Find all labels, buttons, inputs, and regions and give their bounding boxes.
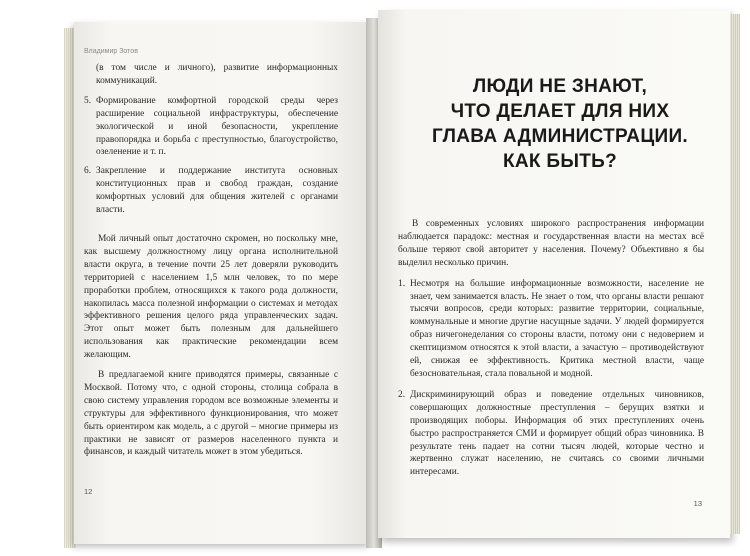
right-page: [378, 10, 730, 538]
title-line: ЧТО ДЕЛАЕТ ДЛЯ НИХ: [450, 101, 670, 122]
list-number: 2.: [398, 389, 406, 400]
continuation-text: (в том числе и личного), развитие информационных коммуникаций.: [96, 63, 338, 86]
title-line: ГЛАВА АДМИНИСТРАЦИИ.: [432, 126, 688, 147]
paragraph: Мой личный опыт достаточно скромен, но поскольку мне, как высшему должностному лицу органа исполнительной власти округа, в течение почти 25 лет доверяли руководить территорией с населением 1,5 млн человек, то по мере проработки проблем, относящихся к такого рода должности, накопилась масса полезной информации о системах и методах эффективного решения целого ряда управленческих задач. Этот опыт может быть полезным для дальнейшего использования как практические рекомендации всем желающим.: [84, 233, 338, 361]
paragraph: В предлагаемой книге приводятся примеры, связанные с Москвой. Потому что, с одной стороны, столица собрала в свою систему управления городом все возможные элементы и структуры для эффективного функционирования, что может быть ориентиром как модель, а с другой – многие примеры из практики не зависят от размеров населенного пункта и финансов, и каждый читатель может в этом убедиться.: [84, 370, 338, 458]
title-line: КАК БЫТЬ?: [502, 151, 618, 172]
list-text: Несмотря на большие информационные возможности, население не знает, чем занимается власть. Не знает о том, что органы власти решают тысячи вопросов, среди которых: развитие территории, социальные, коммунальные и многие другие насущные задачи. У людей формируется образ ничегонеделания со стороны власти, потому они с недоверием и скептицизмом относятся к этой власти, а зачастую – противодействуют ей, снижая ее эффективность. Критика местной власти, чаще безосновательная, стала повальной и модной.: [410, 278, 704, 379]
list-text: Формирование комфортной городской среды через расширение социальной инфраструктуры, обеспечение экологической и иной безопасности, укрепление правопорядка и борьба с преступностью, благоустройство, озеленение и т. п.: [96, 95, 338, 158]
page-number: 12: [84, 487, 93, 496]
list-text: Закрепление и поддержание института основных конституционных прав и свобод граждан, создание комфортных условий для общения жителей с органами власти.: [96, 166, 338, 216]
list-text: Дискриминирующий образ и поведение отдельных чиновников, совершающих должностные преступления – берущих взятки и производящих поборы. Информация об этих преступлениях очень быстро распространяется СМИ и формирует общий образ чиновника. В результате тень падает на сотни тысяч людей, которые честно и жертвенно служат населению, не считаясь со своими личными интересами.: [410, 389, 704, 478]
title-line: ЛЮДИ НЕ ЗНАЮТ,: [472, 76, 648, 97]
list-number: 6.: [84, 166, 92, 177]
list-item: [398, 278, 704, 381]
list-item: [84, 95, 338, 160]
intro-paragraph: В современных условиях широкого распространения информации наблюдается парадокс: местная и государственная власти на местах всё больше теряют свой авторитет у населения. Почему? Объективно я бы выделил несколько причин.: [398, 219, 704, 268]
list-item: [84, 165, 338, 217]
page-number: 13: [693, 499, 702, 508]
right-page-edges: [730, 14, 740, 534]
list-number: 1.: [398, 278, 406, 289]
list-item: [398, 389, 704, 479]
left-page-body: [84, 62, 338, 466]
running-head: Владимир Зотов: [84, 48, 138, 55]
left-page: [74, 22, 370, 544]
right-page-body: [398, 218, 704, 485]
chapter-title: [410, 74, 710, 174]
list-number: 5.: [84, 95, 92, 106]
